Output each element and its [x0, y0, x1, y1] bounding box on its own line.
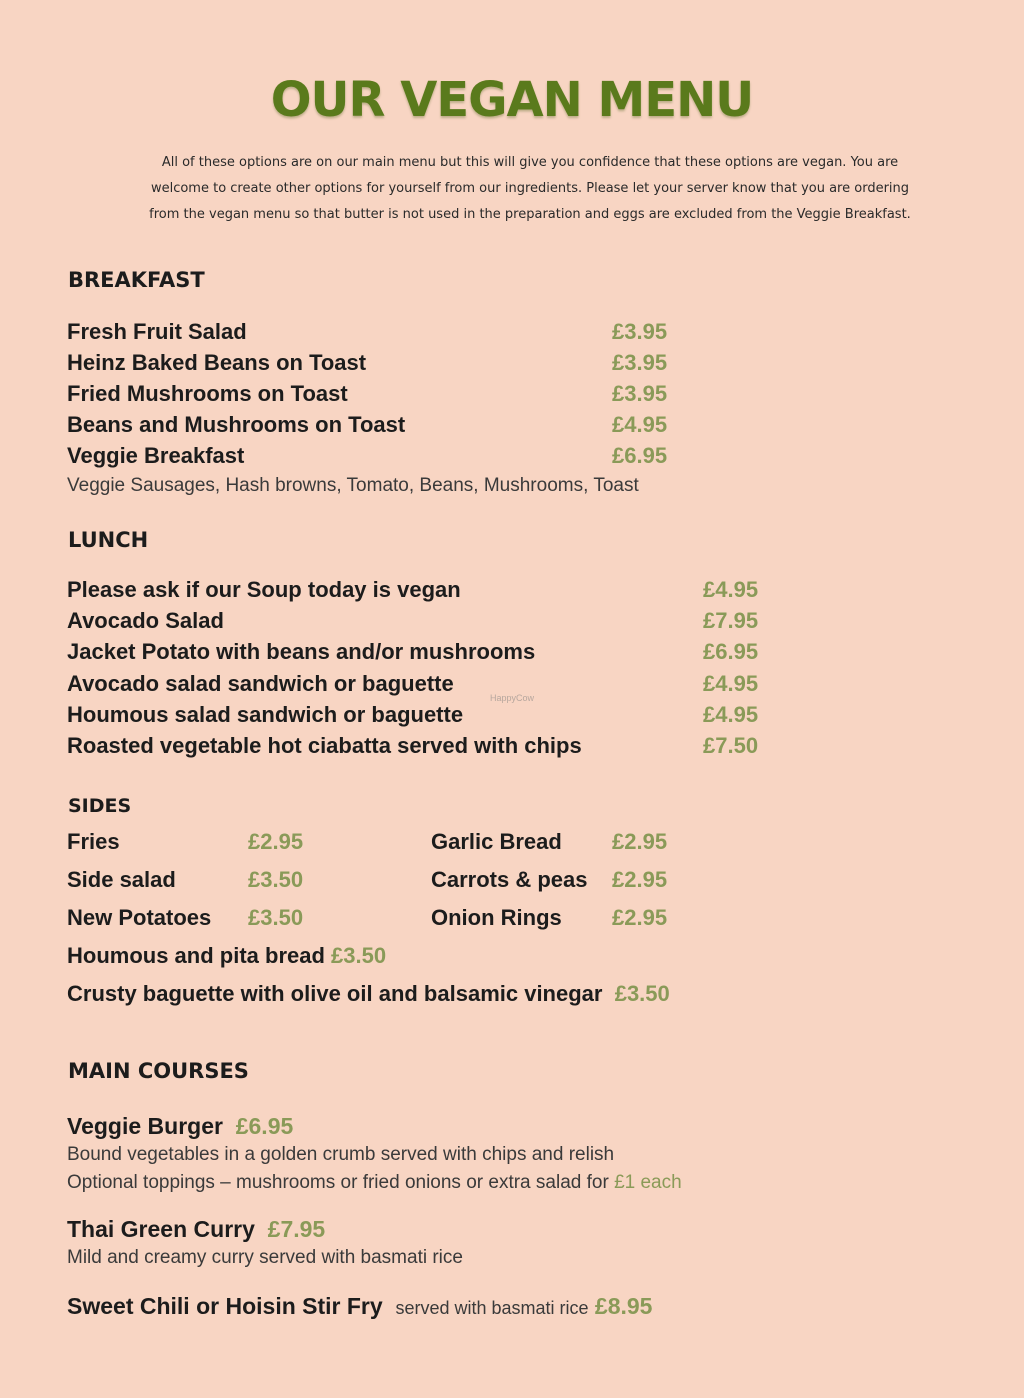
item-name: Thai Green Curry [67, 1216, 255, 1242]
menu-item [67, 348, 366, 378]
menu-item [67, 317, 247, 347]
menu-item [67, 669, 454, 699]
item-name: Roasted vegetable hot ciabatta served with chips [67, 733, 582, 758]
item-name: Fried Mushrooms on Toast [67, 381, 348, 406]
item-name: Houmous salad sandwich or baguette [67, 702, 464, 727]
menu-item [67, 731, 582, 761]
item-price: £2.95 [612, 905, 668, 930]
item-price: £6.95 [235, 1113, 294, 1139]
item-price: £3.50 [248, 867, 304, 892]
item-price: £4.95 [703, 577, 759, 602]
main-item [67, 1214, 325, 1244]
main-courses-heading: MAIN COURSES [68, 1059, 249, 1083]
item-price: £7.50 [703, 733, 759, 758]
item-price: £4.95 [703, 702, 759, 727]
item-price: £3.50 [248, 905, 304, 930]
item-price: £3.95 [612, 319, 668, 344]
item-name: Veggie Burger [67, 1113, 223, 1139]
main-item [67, 1291, 652, 1321]
item-price: £3.95 [612, 350, 668, 375]
breakfast-heading: BREAKFAST [68, 268, 205, 292]
item-price: £3.50 [614, 981, 670, 1006]
item-name: Side salad [67, 867, 176, 892]
main-item [67, 1111, 293, 1141]
item-name: Heinz Baked Beans on Toast [67, 350, 367, 375]
menu-item [67, 637, 535, 667]
intro-line: from the vegan menu so that butter is not used in the preparation and eggs are excluded from the Veggie Breakfast. [149, 207, 911, 222]
intro-line: All of these options are on our main menu but this will give you confidence that these options are vegan. You are [161, 155, 899, 170]
item-price: £6.95 [703, 639, 759, 664]
item-price: £7.95 [703, 608, 759, 633]
item-price: £3.50 [331, 943, 387, 968]
lunch-heading: LUNCH [68, 528, 149, 552]
side-item [67, 827, 120, 857]
item-name: Avocado salad sandwich or baguette [67, 671, 454, 696]
side-item [431, 903, 562, 933]
item-description: Bound vegetables in a golden crumb served with chips and relish [67, 1144, 615, 1165]
item-name: Carrots & peas [431, 867, 588, 892]
item-name: Beans and Mushrooms on Toast [67, 412, 406, 437]
item-price: £4.95 [612, 412, 668, 437]
item-description [67, 1169, 682, 1197]
item-description: served with basmati rice [395, 1298, 589, 1318]
item-name: Sweet Chili or Hoisin Stir Fry [67, 1293, 383, 1319]
menu-item [67, 606, 224, 636]
item-description: Mild and creamy curry served with basmati rice [67, 1247, 463, 1268]
item-price: £3.95 [612, 381, 668, 406]
sides-heading: SIDES [68, 795, 132, 817]
menu-item [67, 379, 348, 409]
side-item [67, 903, 211, 933]
side-item [431, 865, 588, 895]
item-description: Veggie Sausages, Hash browns, Tomato, Beans, Mushrooms, Toast [67, 475, 639, 496]
item-name: Jacket Potato with beans and/or mushrooms [67, 639, 536, 664]
item-price: £2.95 [612, 829, 668, 854]
side-item [67, 941, 386, 971]
item-price: £2.95 [248, 829, 304, 854]
menu-item [67, 700, 463, 730]
item-price: £8.95 [594, 1293, 653, 1319]
item-name: Avocado Salad [67, 608, 224, 633]
item-name: New Potatoes [67, 905, 212, 930]
menu-title: OUR VEGAN MENU [270, 72, 754, 128]
side-item [67, 865, 176, 895]
item-name: Please ask if our Soup today is vegan [67, 577, 461, 602]
intro-text [70, 150, 990, 228]
side-item [67, 979, 670, 1009]
item-name: Fries [67, 829, 120, 854]
menu-item [67, 441, 244, 471]
item-name: Onion Rings [431, 905, 562, 930]
side-item [431, 827, 562, 857]
item-price: £4.95 [703, 671, 759, 696]
menu-item [67, 410, 405, 440]
watermark: HappyCow [490, 693, 535, 703]
item-name: Fresh Fruit Salad [67, 319, 247, 344]
description-text: Optional toppings – mushrooms or fried onions or extra salad for [67, 1172, 609, 1193]
item-price: £6.95 [612, 443, 668, 468]
item-price: £1 each [614, 1172, 682, 1193]
item-price: £7.95 [267, 1216, 326, 1242]
item-name: Houmous and pita bread [67, 943, 325, 968]
menu-item [67, 575, 461, 605]
item-name: Crusty baguette with olive oil and balsamic vinegar [67, 981, 603, 1006]
item-name: Veggie Breakfast [67, 443, 245, 468]
intro-line: welcome to create other options for yourself from our ingredients. Please let your server know that you are ordering [150, 181, 910, 196]
item-price: £2.95 [612, 867, 668, 892]
item-name: Garlic Bread [431, 829, 562, 854]
